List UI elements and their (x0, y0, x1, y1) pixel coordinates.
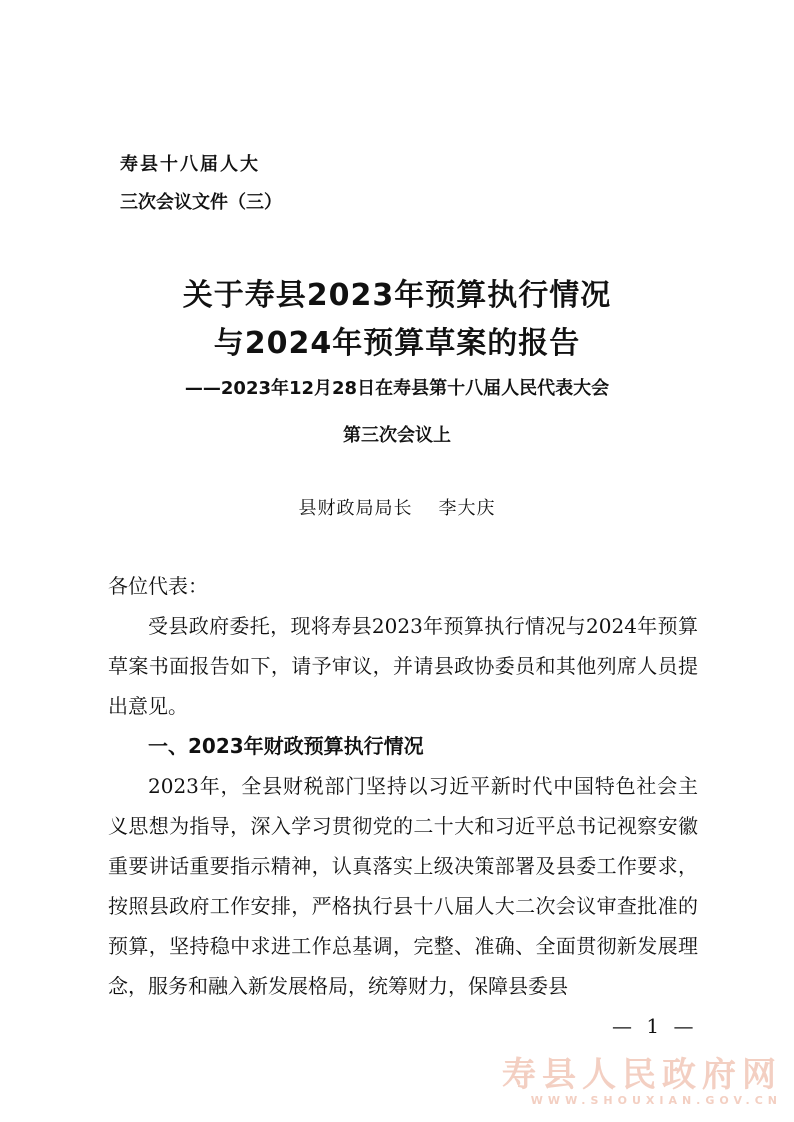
subtitle-line-2: 第三次会议上 (343, 425, 451, 446)
document-title-line-2: 与2024年预算草案的报告 (213, 326, 581, 361)
body-paragraph-2: 2023年，全县财税部门坚持以习近平新时代中国特色社会主义思想为指导，深入学习贯彻党的二十大和习近平总书记视察安徽重要讲话重要指示精神，认真落实上级决策部署及县委工作要求，按照县政府工作安排，严格执行县十八届人大二次会议审查批准的预算，坚持稳中求进工作总基调，完整、准确、全面贯彻新发展理念，服务和融入新发展格局，统筹财力，保障县委县 (108, 774, 698, 998)
document-title-line-1: 关于寿县2023年预算执行情况 (182, 278, 612, 313)
watermark-url: WWW.SHOUXIAN.GOV.CN (530, 1094, 782, 1107)
subtitle-line-1: ——2023年12月28日在寿县第十八届人民代表大会 (184, 378, 610, 399)
body-paragraph-1: 受县政府委托，现将寿县2023年预算执行情况与2024年预算草案书面报告如下，请予审议，并请县政协委员和其他列席人员提出意见。 (108, 614, 698, 718)
document-number: 三次会议文件（三） (120, 192, 282, 213)
session-label: 寿县十八届人大 (120, 154, 260, 175)
watermark-name: 寿县人民政府网 (502, 1055, 782, 1095)
author-position: 县财政局局长 (298, 498, 413, 519)
section-heading-1: 一、2023年财政预算执行情况 (148, 734, 424, 758)
author-line (0, 494, 794, 520)
salutation: 各位代表： (108, 574, 208, 598)
page-number: — 1 — (612, 1014, 698, 1038)
watermark (502, 1056, 782, 1108)
author-name: 李大庆 (438, 498, 496, 519)
